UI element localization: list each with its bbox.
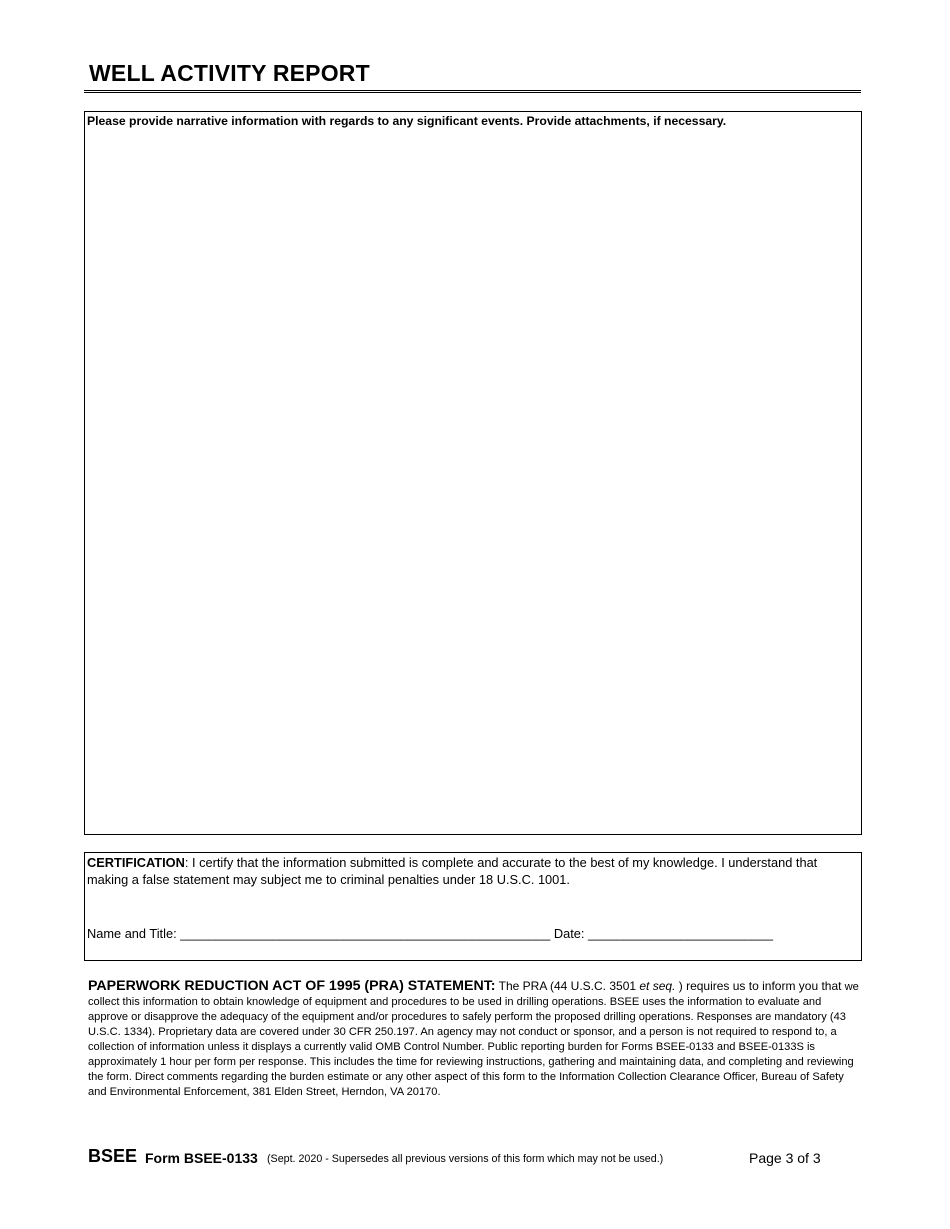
name-title-label: Name and Title: — [87, 926, 177, 941]
name-title-field[interactable]: ____________________________________________________ — [180, 926, 551, 941]
pra-lead: The PRA (44 U.S.C. 3501 — [495, 979, 640, 993]
certification-text: : I certify that the information submitted is complete and accurate to the best of my knowledge. I understand that making a false statement may subject me to criminal penalties under 18 U.S.C. 1001. — [87, 855, 818, 887]
narrative-field[interactable] — [84, 111, 862, 835]
page-title: WELL ACTIVITY REPORT — [89, 60, 370, 86]
pra-lead-italic: et seq. — [639, 979, 676, 993]
footer-agency: BSEE — [88, 1146, 138, 1166]
footer-edition-note: (Sept. 2020 - Supersedes all previous versions of this form which may not be used.) — [267, 1153, 664, 1165]
date-label: Date: — [553, 926, 585, 941]
page-footer — [88, 1146, 828, 1170]
date-field[interactable]: __________________________ — [588, 926, 774, 941]
certification-heading: CERTIFICATION — [87, 855, 185, 870]
pra-statement — [88, 979, 863, 1100]
pra-body: we collect this information to obtain knowledge of equipment and procedures to be used in drilling operations. BSEE uses the information to evaluate and approve or disapprove the adequacy of the equipment and/or procedures to safely perform the proposed drilling operations. Responses are mandatory (43 U.S.C. 1334). Proprietary data are covered under 30 CFR 250.197. An agency may not conduct or sponsor, and a person is not required to respond to, a collection of information unless it displays a currently valid OMB Control Number. Public reporting burden for Forms BSEE-0133 and BSEE-0133S is approximately 1 hour per form per response. This includes the time for reviewing instructions, gathering and maintaining data, and completing and reviewing the form. Direct comments regarding the burden estimate or any other aspect of this form to the Information Collection Clearance Officer, Bureau of Safety and Environmental Enforcement, 381 Elden Street, Herndon, VA 20170. — [88, 981, 859, 1098]
narrative-instruction: Please provide narrative information with regards to any significant events. Provide attachments, if necessary. — [87, 114, 727, 128]
footer-form-number: Form BSEE-0133 — [145, 1150, 258, 1166]
certification-statement — [87, 854, 857, 888]
title-double-rule — [84, 90, 861, 93]
pra-lead-end: ) requires us to inform you that — [675, 979, 842, 993]
pra-heading: PAPERWORK REDUCTION ACT OF 1995 (PRA) STATEMENT: — [88, 978, 496, 994]
signature-line — [87, 926, 773, 941]
certification-section — [84, 852, 862, 961]
page-number: Page 3 of 3 — [749, 1150, 821, 1166]
